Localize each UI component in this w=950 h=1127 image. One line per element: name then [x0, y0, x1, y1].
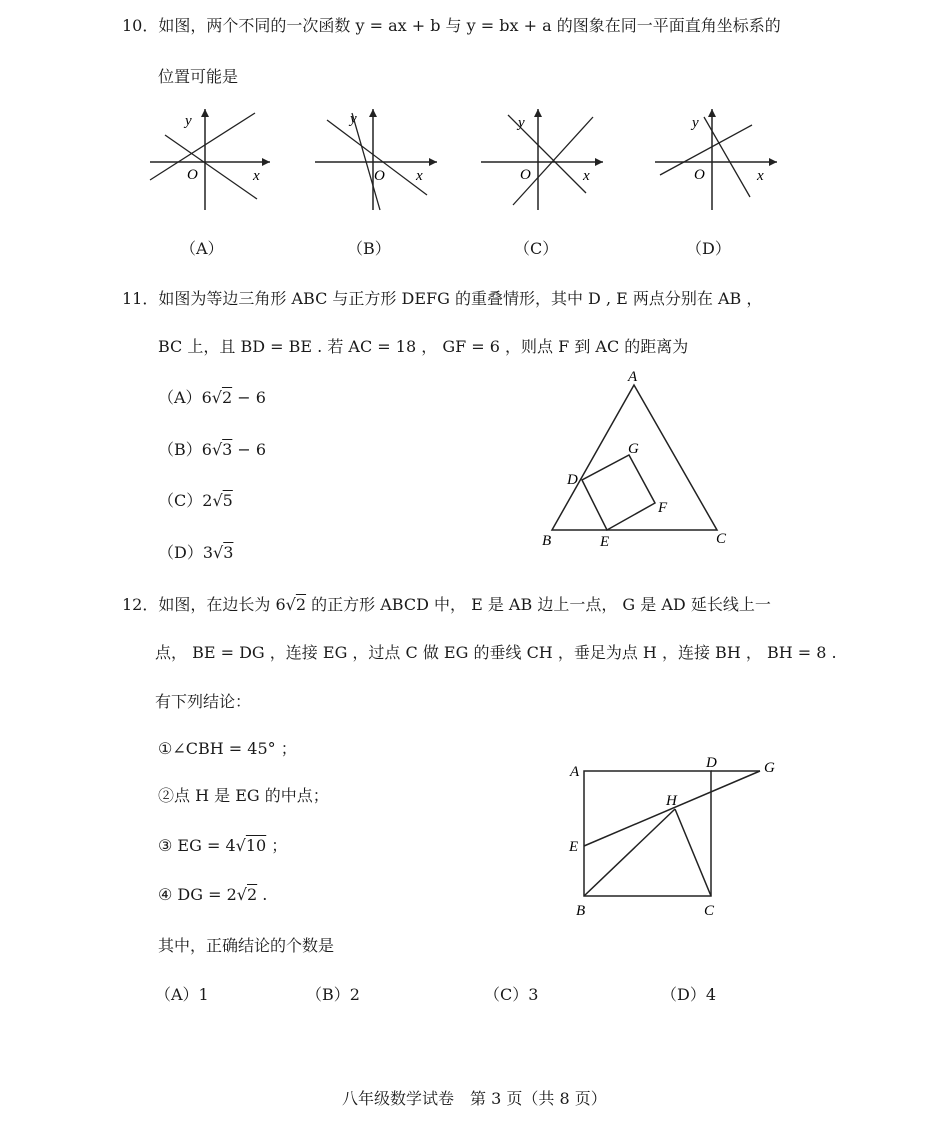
- x-arrow: [769, 158, 777, 166]
- q11-stem-line2: BC 上，且 BD = BE . 若 AC = 18 ， GF = 6 ，则点 F 到 AC 的距离为: [158, 337, 689, 356]
- x-label: x: [583, 168, 590, 184]
- q10-label-a: （A）: [180, 239, 224, 258]
- q11-option-c: （C）2√5: [158, 491, 233, 510]
- x-arrow: [429, 158, 437, 166]
- square-defg: [582, 455, 655, 530]
- q10-label-c: （C）: [514, 239, 559, 258]
- q12-option-d: （D）4: [661, 985, 717, 1004]
- origin-label: O: [187, 167, 198, 183]
- label-e: E: [569, 839, 579, 855]
- q12-prompt: 其中，正确结论的个数是: [158, 936, 335, 955]
- q11-number: 11．: [122, 289, 159, 308]
- label-e: E: [600, 534, 610, 550]
- line-1: [660, 125, 752, 175]
- y-arrow: [369, 109, 377, 117]
- q10-graph-d: [652, 105, 782, 215]
- q10-graph-a: [145, 105, 275, 215]
- label-f: F: [658, 500, 668, 516]
- y-label: y: [692, 115, 699, 131]
- q10-graph-c: [478, 105, 608, 215]
- q12-option-a: （A）1: [155, 985, 209, 1004]
- origin-label: O: [520, 167, 531, 183]
- q12-option-c: （C）3: [484, 985, 539, 1004]
- q12-conclusion-4: ④ DG = 2√2 .: [158, 885, 268, 904]
- label-b: B: [576, 903, 586, 919]
- q11-option-a: （A）6√2 − 6: [158, 388, 266, 407]
- y-arrow: [708, 109, 716, 117]
- label-h: H: [666, 793, 677, 809]
- line-1: [513, 117, 593, 205]
- label-b: B: [542, 533, 552, 549]
- origin-label: O: [374, 168, 385, 184]
- q10-stem-line2: 位置可能是: [158, 67, 239, 86]
- label-g: G: [764, 760, 775, 776]
- label-c: C: [716, 531, 727, 547]
- q10-label-d: （D）: [686, 239, 731, 258]
- q10-graph-b: [312, 105, 442, 215]
- q12-line1: 12．如图，在边长为 6√2 的正方形 ABCD 中， E 是 AB 边上一点， G 是 AD 延长线上一: [122, 595, 771, 614]
- x-label: x: [253, 168, 260, 184]
- y-label: y: [350, 111, 357, 127]
- q12-conclusion-3: ③ EG = 4√10 ；: [158, 836, 288, 855]
- q11-stem-line1: 如图为等边三角形 ABC 与正方形 DEFG 的重叠情形，其中 D , E 两点分别在 AB ，: [158, 289, 763, 308]
- x-arrow: [262, 158, 270, 166]
- triangle-abc: [552, 385, 717, 530]
- q12-figure: [560, 745, 790, 925]
- q12-conclusion-1: ①∠CBH = 45° ；: [158, 739, 297, 758]
- label-a: A: [570, 764, 580, 780]
- y-label: y: [518, 115, 525, 131]
- label-c: C: [704, 903, 715, 919]
- q12-conclusion-2: ②点 H 是 EG 的中点；: [158, 786, 329, 805]
- segment-bh: [584, 809, 675, 896]
- y-arrow: [534, 109, 542, 117]
- q11-option-d: （D）3√3: [158, 543, 234, 562]
- q11-line1: [122, 286, 762, 309]
- label-d: D: [706, 755, 717, 771]
- origin-label: O: [694, 167, 705, 183]
- q12-number: 12．: [122, 595, 159, 614]
- q12-stem-line3: 有下列结论：: [155, 692, 252, 711]
- x-arrow: [595, 158, 603, 166]
- y-label: y: [185, 113, 192, 129]
- q10-number: 10．: [122, 16, 159, 35]
- line-2: [704, 117, 750, 197]
- page-footer: 八年级数学试卷 第 3 页（共 8 页）: [342, 1089, 607, 1108]
- q10-line1: [122, 13, 781, 36]
- q12-stem-line2: 点， BE = DG ，连接 EG ，过点 C 做 EG 的垂线 CH ，垂足为点 H ，连接 BH ， BH = 8 .: [155, 643, 837, 662]
- q11-option-b: （B）6√3 − 6: [158, 440, 267, 459]
- q12-option-b: （B）2: [306, 985, 360, 1004]
- x-label: x: [416, 168, 423, 184]
- label-a: A: [628, 369, 638, 385]
- line-1: [150, 113, 255, 180]
- label-g: G: [628, 441, 639, 457]
- segment-ch: [675, 809, 711, 896]
- q10-label-b: （B）: [347, 239, 391, 258]
- y-arrow: [201, 109, 209, 117]
- q11-figure: [530, 365, 750, 555]
- line-2: [165, 135, 257, 199]
- label-d: D: [567, 472, 578, 488]
- x-label: x: [757, 168, 764, 184]
- q10-stem-line1: 如图，两个不同的一次函数 y = ax + b 与 y = bx + a 的图象在同一平面直角坐标系的: [158, 16, 781, 35]
